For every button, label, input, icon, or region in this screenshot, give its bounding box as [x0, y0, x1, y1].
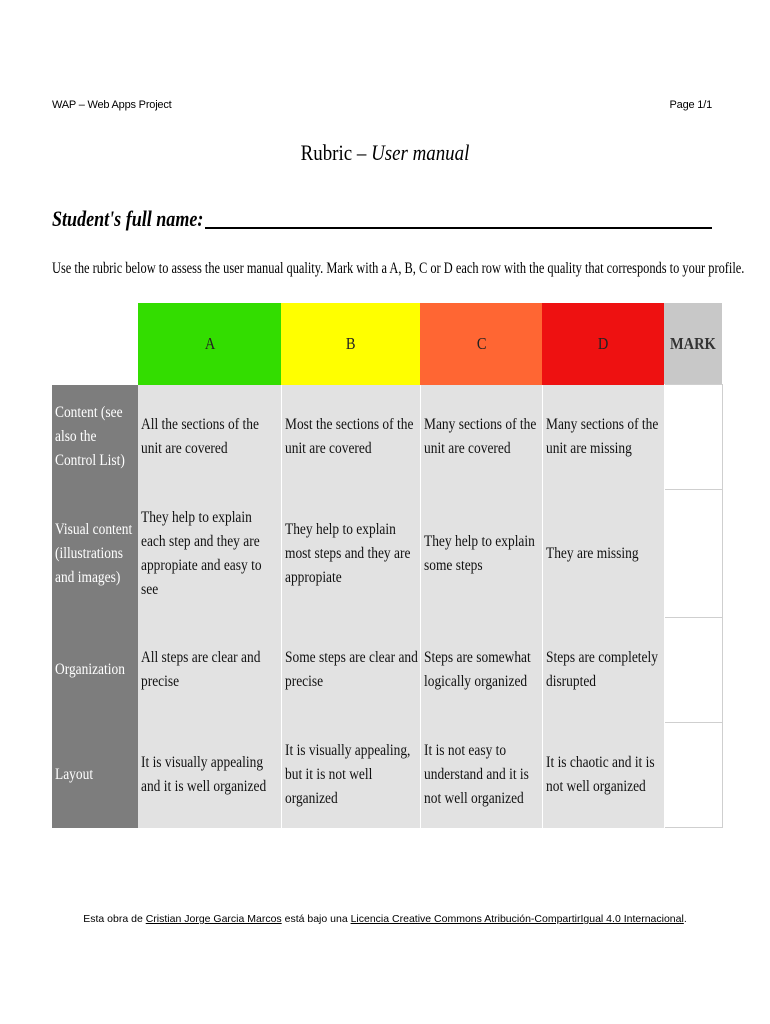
page-title: [54, 140, 716, 166]
header-grade-b: B: [281, 303, 420, 385]
mark-cell[interactable]: [664, 723, 722, 828]
header-mark: MARK: [664, 303, 722, 385]
header-grade-d: D: [542, 303, 664, 385]
cell-c: Steps are somewhat logically organized: [420, 618, 542, 723]
title-prefix: Rubric –: [300, 140, 372, 165]
cell-a: It is visually appealing and it is well organized: [138, 723, 281, 828]
cell-d: Steps are completely disrupted: [542, 618, 664, 723]
cell-b: Most the sections of the unit are covered: [281, 385, 420, 490]
cell-c: Many sections of the unit are covered: [420, 385, 542, 490]
mark-cell[interactable]: [664, 618, 722, 723]
cell-c: It is not easy to understand and it is not well organized: [420, 723, 542, 828]
instructions: Use the rubric below to assess the user manual quality. Mark with a A, B, C or D each row with the quality that corresponds to your profile.: [52, 260, 745, 277]
student-name-label: Student's full name:: [52, 206, 204, 231]
student-name-field[interactable]: [52, 205, 712, 232]
cell-d: Many sections of the unit are missing: [542, 385, 664, 490]
row-label: Visual content (illustrations and images): [52, 490, 138, 618]
cell-b: They help to explain most steps and they are appropiate: [281, 490, 420, 618]
license-footer: [0, 913, 770, 925]
cell-c: They help to explain some steps: [420, 490, 542, 618]
mark-cell[interactable]: [664, 490, 722, 618]
license-link[interactable]: Licencia Creative Commons Atribución-CompartirIgual 4.0 Internacional: [350, 913, 684, 925]
table-row: [52, 618, 722, 723]
mark-cell[interactable]: [664, 385, 722, 490]
table-row: [52, 723, 722, 828]
footer-text: Esta obra de: [83, 913, 146, 925]
cell-b: It is visually appealing, but it is not well organized: [281, 723, 420, 828]
header-grade-c: C: [420, 303, 542, 385]
footer-text: .: [683, 913, 687, 925]
footer-text: está bajo una: [281, 913, 351, 925]
cell-d: It is chaotic and it is not well organized: [542, 723, 664, 828]
table-row: [52, 385, 722, 490]
cell-a: All the sections of the unit are covered: [138, 385, 281, 490]
cell-a: All steps are clear and precise: [138, 618, 281, 723]
header-row: [52, 303, 722, 385]
title-italic: User manual: [371, 140, 470, 165]
cell-d: They are missing: [542, 490, 664, 618]
table-row: [52, 490, 722, 618]
student-name-line[interactable]: [205, 205, 712, 229]
header-corner: [52, 303, 138, 385]
row-label: Layout: [52, 723, 138, 828]
header-grade-a: A: [138, 303, 281, 385]
row-label: Content (see also the Control List): [52, 385, 138, 490]
page-number: Page 1/1: [669, 99, 712, 111]
cell-b: Some steps are clear and precise: [281, 618, 420, 723]
rubric-table: [52, 303, 723, 828]
author-link[interactable]: Cristian Jorge Garcia Marcos: [145, 913, 282, 925]
cell-a: They help to explain each step and they are appropiate and easy to see: [138, 490, 281, 618]
row-label: Organization: [52, 618, 138, 723]
document-header-title: WAP – Web Apps Project: [52, 99, 172, 111]
